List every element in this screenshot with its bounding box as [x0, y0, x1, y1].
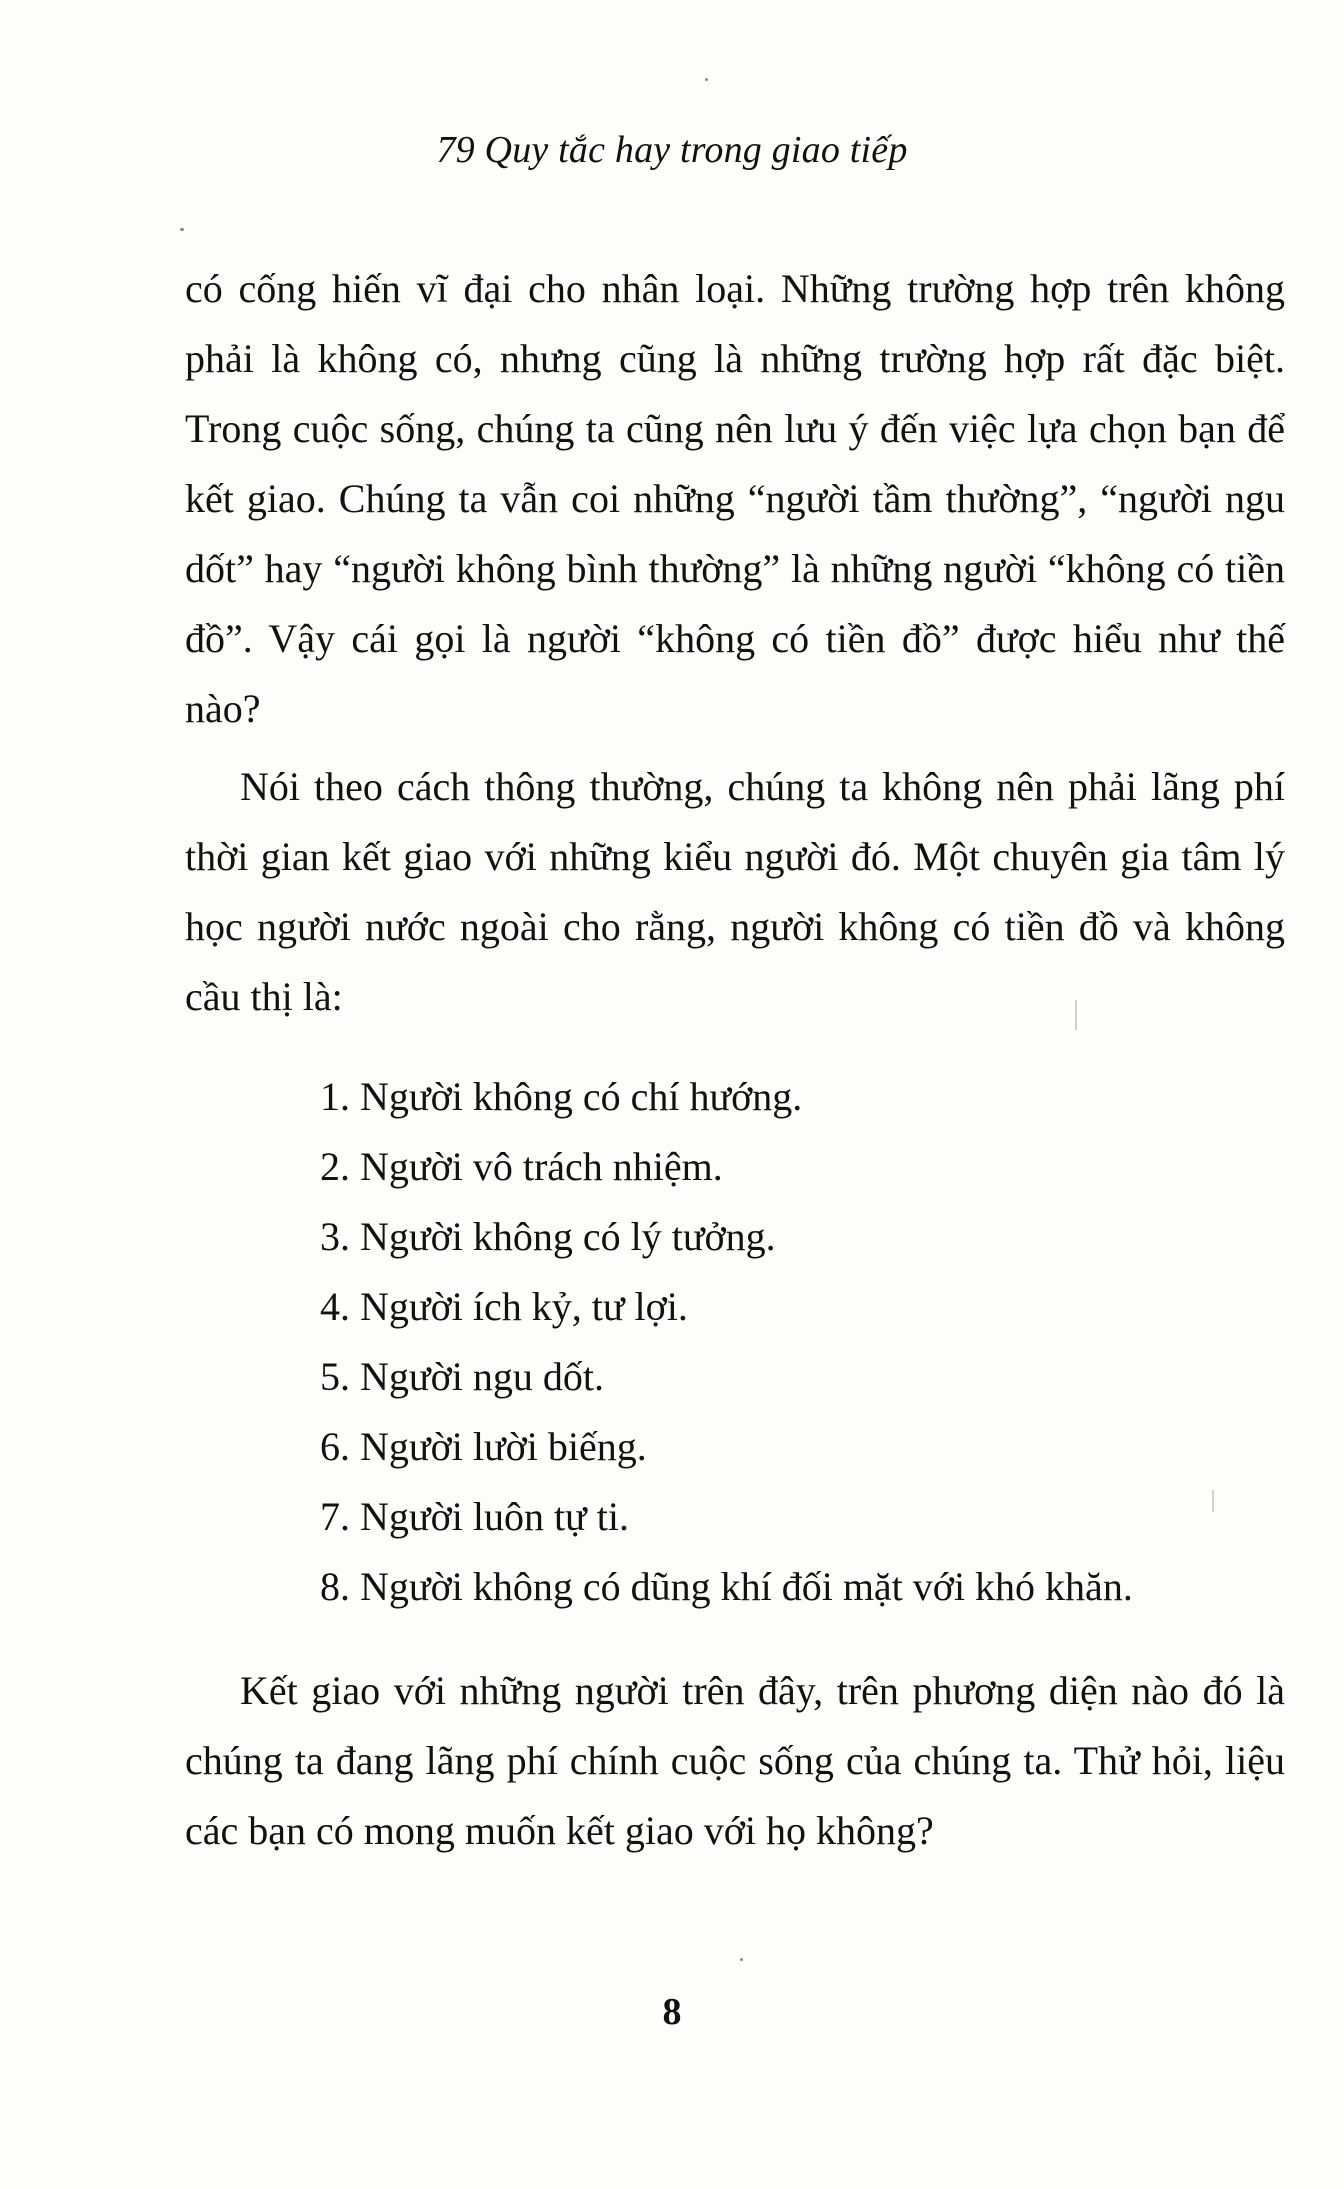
paragraph-3: Kết giao với những người trên đây, trên phương diện nào đó là chúng ta đang lãng phí chính cuộc sống của chúng ta. Thử hỏi, liệu các bạn có mong muốn kết giao với họ không?	[185, 1668, 1285, 1853]
list-item: 4. Người ích kỷ, tư lợi.	[320, 1284, 688, 1329]
scan-speck	[180, 228, 184, 231]
paragraph-2: Nói theo cách thông thường, chúng ta không nên phải lãng phí thời gian kết giao với những kiểu người đó. Một chuyên gia tâm lý học người nước ngoài cho rằng, người không có tiền đồ và không cầu thị là:	[185, 764, 1285, 1019]
trait-list	[320, 1062, 1133, 1622]
scan-speck	[705, 78, 708, 81]
list-item: 1. Người không có chí hướng.	[320, 1074, 803, 1119]
scan-mark	[1212, 1490, 1214, 1512]
list-item: 2. Người vô trách nhiệm.	[320, 1144, 723, 1189]
list-item: 3. Người không có lý tưởng.	[320, 1214, 776, 1259]
running-header: 79 Quy tắc hay trong giao tiếp	[436, 129, 908, 171]
paragraph-1: có cống hiến vĩ đại cho nhân loại. Những trường hợp trên không phải là không có, nhưng cũng là những trường hợp rất đặc biệt. Trong cuộc sống, chúng ta cũng nên lưu ý đến việc lựa chọn bạn để kết giao. Chúng ta vẫn coi những “người tầm thường”, “người ngu dốt” hay “người không bình thường” là những người “không có tiền đồ”. Vậy cái gọi là người “không có tiền đồ” được hiểu như thế nào?	[185, 266, 1285, 731]
scan-speck	[740, 1958, 743, 1961]
list-item: 7. Người luôn tự ti.	[320, 1494, 629, 1539]
list-item: 5. Người ngu dốt.	[320, 1354, 604, 1399]
scan-mark	[1075, 1000, 1077, 1030]
page-number: 8	[662, 1991, 682, 2033]
list-item: 6. Người lười biếng.	[320, 1424, 647, 1469]
list-item: 8. Người không có dũng khí đối mặt với khó khăn.	[320, 1564, 1133, 1609]
